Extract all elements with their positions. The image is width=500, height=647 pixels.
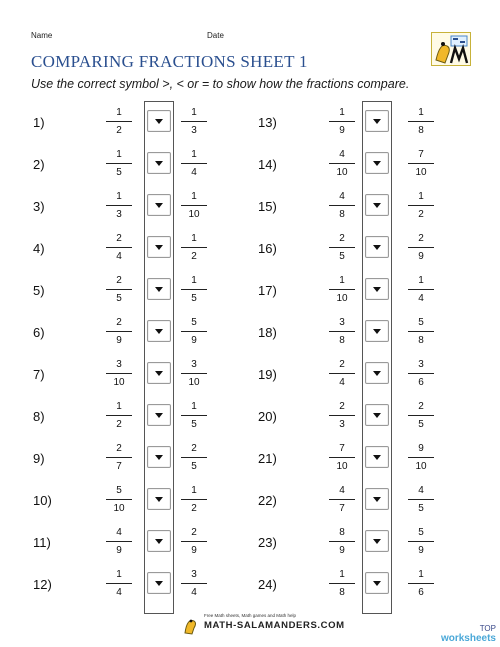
- numerator: 1: [339, 275, 345, 286]
- numerator: 3: [116, 359, 122, 370]
- brand-line1: TOP: [479, 624, 496, 633]
- fraction-left: [106, 442, 132, 473]
- fraction-bar: [106, 541, 132, 542]
- denominator: 8: [418, 125, 424, 136]
- fraction-bar: [106, 163, 132, 164]
- numerator: 2: [116, 317, 122, 328]
- fraction-right: [181, 484, 207, 515]
- problem-row: [250, 269, 500, 311]
- fraction-bar: [329, 247, 355, 248]
- fraction-left: [106, 106, 132, 137]
- problem-row: [0, 227, 250, 269]
- denominator: 5: [339, 251, 345, 262]
- numerator: 3: [339, 317, 345, 328]
- chevron-down-icon: [155, 581, 163, 586]
- comparison-symbol-dropdown[interactable]: [365, 236, 389, 258]
- chevron-down-icon: [155, 245, 163, 250]
- numerator: 7: [339, 443, 345, 454]
- denominator: 8: [339, 335, 345, 346]
- fraction-left: [329, 148, 355, 179]
- problem-row: [0, 353, 250, 395]
- comparison-symbol-dropdown[interactable]: [147, 110, 171, 132]
- fraction-right: [408, 568, 434, 599]
- fraction-bar: [329, 331, 355, 332]
- problem-number: 7): [33, 367, 45, 382]
- fraction-right: [181, 106, 207, 137]
- fraction-bar: [181, 457, 207, 458]
- comparison-symbol-dropdown[interactable]: [147, 488, 171, 510]
- denominator: 5: [191, 461, 197, 472]
- chevron-down-icon: [155, 455, 163, 460]
- comparison-symbol-dropdown[interactable]: [365, 278, 389, 300]
- comparison-symbol-dropdown[interactable]: [147, 530, 171, 552]
- problem-number: 1): [33, 115, 45, 130]
- fraction-right: [408, 400, 434, 431]
- fraction-right: [408, 316, 434, 347]
- fraction-right: [181, 442, 207, 473]
- denominator: 7: [339, 503, 345, 514]
- problem-row: [250, 395, 500, 437]
- fraction-right: [181, 400, 207, 431]
- denominator: 9: [418, 545, 424, 556]
- numerator: 7: [418, 149, 424, 160]
- fraction-right: [181, 148, 207, 179]
- numerator: 1: [191, 149, 197, 160]
- numerator: 9: [418, 443, 424, 454]
- chevron-down-icon: [373, 371, 381, 376]
- problem-row: [0, 185, 250, 227]
- fraction-bar: [408, 373, 434, 374]
- denominator: 3: [116, 209, 122, 220]
- chevron-down-icon: [373, 245, 381, 250]
- fraction-bar: [106, 205, 132, 206]
- denominator: 4: [116, 251, 122, 262]
- comparison-symbol-dropdown[interactable]: [365, 530, 389, 552]
- fraction-left: [329, 274, 355, 305]
- fraction-bar: [106, 373, 132, 374]
- chevron-down-icon: [155, 539, 163, 544]
- problem-number: 8): [33, 409, 45, 424]
- fraction-right: [408, 484, 434, 515]
- numerator: 4: [339, 485, 345, 496]
- comparison-symbol-dropdown[interactable]: [365, 446, 389, 468]
- fraction-bar: [408, 121, 434, 122]
- denominator: 10: [113, 377, 125, 388]
- fraction-left: [106, 190, 132, 221]
- problem-row: [250, 563, 500, 605]
- numerator: 2: [418, 401, 424, 412]
- numerator: 2: [418, 233, 424, 244]
- denominator: 4: [191, 587, 197, 598]
- denominator: 4: [339, 377, 345, 388]
- comparison-symbol-dropdown[interactable]: [147, 278, 171, 300]
- problem-number: 21): [258, 451, 277, 466]
- problem-number: 16): [258, 241, 277, 256]
- comparison-symbol-dropdown[interactable]: [365, 572, 389, 594]
- fraction-left: [329, 358, 355, 389]
- problem-number: 2): [33, 157, 45, 172]
- fraction-right: [181, 358, 207, 389]
- problem-number: 9): [33, 451, 45, 466]
- numerator: 1: [191, 485, 197, 496]
- numerator: 2: [339, 359, 345, 370]
- instructions-text: Use the correct symbol >, < or = to show how the fractions compare.: [31, 77, 410, 91]
- comparison-symbol-dropdown[interactable]: [147, 152, 171, 174]
- fraction-left: [106, 484, 132, 515]
- fraction-bar: [106, 247, 132, 248]
- fraction-bar: [181, 289, 207, 290]
- numerator: 1: [116, 107, 122, 118]
- numerator: 4: [339, 191, 345, 202]
- fraction-right: [181, 190, 207, 221]
- fraction-bar: [408, 499, 434, 500]
- comparison-symbol-dropdown[interactable]: [365, 152, 389, 174]
- denominator: 8: [339, 209, 345, 220]
- numerator: 4: [418, 485, 424, 496]
- fraction-left: [329, 232, 355, 263]
- numerator: 5: [116, 485, 122, 496]
- chevron-down-icon: [373, 161, 381, 166]
- numerator: 1: [418, 107, 424, 118]
- denominator: 2: [191, 503, 197, 514]
- fraction-bar: [329, 415, 355, 416]
- page-title: COMPARING FRACTIONS SHEET 1: [31, 52, 308, 71]
- fraction-bar: [181, 583, 207, 584]
- fraction-bar: [408, 331, 434, 332]
- problem-number: 3): [33, 199, 45, 214]
- numerator: 5: [418, 527, 424, 538]
- chevron-down-icon: [373, 329, 381, 334]
- numerator: 1: [191, 233, 197, 244]
- numerator: 1: [191, 107, 197, 118]
- problem-number: 13): [258, 115, 277, 130]
- fraction-bar: [181, 499, 207, 500]
- comparison-symbol-dropdown[interactable]: [365, 110, 389, 132]
- numerator: 2: [339, 401, 345, 412]
- problem-row: [250, 185, 500, 227]
- numerator: 2: [116, 233, 122, 244]
- problem-row: [0, 521, 250, 563]
- fraction-bar: [329, 457, 355, 458]
- footer-site: MATH-SALAMANDERS.COM: [204, 620, 345, 631]
- chevron-down-icon: [155, 329, 163, 334]
- numerator: 1: [339, 569, 345, 580]
- fraction-left: [106, 526, 132, 557]
- fraction-bar: [329, 121, 355, 122]
- chevron-down-icon: [373, 119, 381, 124]
- fraction-bar: [106, 583, 132, 584]
- comparison-symbol-dropdown[interactable]: [365, 194, 389, 216]
- numerator: 1: [191, 275, 197, 286]
- chevron-down-icon: [155, 371, 163, 376]
- denominator: 2: [191, 251, 197, 262]
- salamander-logo: [431, 32, 471, 66]
- numerator: 3: [191, 569, 197, 580]
- fraction-bar: [329, 373, 355, 374]
- fraction-left: [106, 568, 132, 599]
- denominator: 9: [116, 335, 122, 346]
- fraction-left: [106, 274, 132, 305]
- numerator: 1: [191, 401, 197, 412]
- footer-tagline: Free Math sheets, Math games and Math help: [204, 613, 297, 618]
- problem-number: 5): [33, 283, 45, 298]
- fraction-bar: [408, 247, 434, 248]
- fraction-bar: [408, 205, 434, 206]
- chevron-down-icon: [373, 287, 381, 292]
- denominator: 8: [418, 335, 424, 346]
- problem-number: 19): [258, 367, 277, 382]
- numerator: 1: [116, 149, 122, 160]
- fraction-right: [408, 358, 434, 389]
- numerator: 1: [116, 401, 122, 412]
- fraction-bar: [408, 541, 434, 542]
- fraction-bar: [408, 457, 434, 458]
- numerator: 1: [116, 569, 122, 580]
- denominator: 5: [418, 503, 424, 514]
- fraction-bar: [181, 121, 207, 122]
- numerator: 3: [418, 359, 424, 370]
- fraction-bar: [106, 289, 132, 290]
- brand-line2: worksheets: [440, 633, 496, 644]
- fraction-bar: [181, 373, 207, 374]
- fraction-bar: [329, 541, 355, 542]
- fraction-left: [329, 316, 355, 347]
- denominator: 10: [336, 167, 348, 178]
- problem-row: [250, 521, 500, 563]
- numerator: 2: [116, 443, 122, 454]
- problem-number: 4): [33, 241, 45, 256]
- fraction-left: [329, 442, 355, 473]
- numerator: 4: [339, 149, 345, 160]
- brand-mark: [441, 624, 496, 644]
- name-label: Name: [31, 31, 53, 40]
- denominator: 5: [418, 419, 424, 430]
- fraction-left: [106, 400, 132, 431]
- problem-row: [250, 311, 500, 353]
- fraction-bar: [181, 247, 207, 248]
- chevron-down-icon: [155, 413, 163, 418]
- denominator: 2: [116, 125, 122, 136]
- problem-number: 11): [33, 535, 51, 550]
- denominator: 8: [339, 587, 345, 598]
- fraction-right: [408, 190, 434, 221]
- denominator: 9: [116, 545, 122, 556]
- chevron-down-icon: [373, 203, 381, 208]
- date-label: Date: [207, 31, 224, 40]
- numerator: 3: [191, 359, 197, 370]
- problem-number: 24): [258, 577, 277, 592]
- denominator: 5: [191, 293, 197, 304]
- numerator: 2: [191, 527, 197, 538]
- problem-row: [0, 563, 250, 605]
- fraction-right: [408, 232, 434, 263]
- comparison-symbol-dropdown[interactable]: [365, 404, 389, 426]
- chevron-down-icon: [155, 497, 163, 502]
- denominator: 9: [191, 335, 197, 346]
- denominator: 6: [418, 377, 424, 388]
- comparison-symbol-dropdown[interactable]: [365, 362, 389, 384]
- fraction-left: [106, 358, 132, 389]
- numerator: 1: [418, 191, 424, 202]
- numerator: 5: [191, 317, 197, 328]
- denominator: 2: [116, 419, 122, 430]
- chevron-down-icon: [373, 413, 381, 418]
- numerator: 2: [339, 233, 345, 244]
- fraction-bar: [408, 415, 434, 416]
- fraction-left: [106, 148, 132, 179]
- fraction-bar: [408, 289, 434, 290]
- denominator: 9: [191, 545, 197, 556]
- denominator: 5: [116, 293, 122, 304]
- problem-row: [250, 101, 500, 143]
- comparison-symbol-dropdown[interactable]: [147, 236, 171, 258]
- problem-row: [250, 437, 500, 479]
- numerator: 2: [191, 443, 197, 454]
- comparison-symbol-dropdown[interactable]: [147, 320, 171, 342]
- problem-row: [0, 101, 250, 143]
- numerator: 4: [116, 527, 122, 538]
- chevron-down-icon: [155, 287, 163, 292]
- chevron-down-icon: [373, 497, 381, 502]
- fraction-right: [181, 568, 207, 599]
- denominator: 3: [339, 419, 345, 430]
- comparison-symbol-dropdown[interactable]: [147, 446, 171, 468]
- fraction-right: [181, 316, 207, 347]
- comparison-symbol-dropdown[interactable]: [365, 488, 389, 510]
- comparison-symbol-dropdown[interactable]: [365, 320, 389, 342]
- numerator: 1: [418, 569, 424, 580]
- problem-row: [0, 269, 250, 311]
- denominator: 10: [188, 377, 200, 388]
- fraction-bar: [329, 583, 355, 584]
- denominator: 9: [339, 545, 345, 556]
- fraction-bar: [181, 415, 207, 416]
- comparison-symbol-dropdown[interactable]: [147, 572, 171, 594]
- denominator: 10: [336, 461, 348, 472]
- fraction-left: [329, 106, 355, 137]
- problem-number: 15): [258, 199, 277, 214]
- fraction-left: [329, 526, 355, 557]
- fraction-bar: [106, 415, 132, 416]
- denominator: 10: [188, 209, 200, 220]
- problem-number: 6): [33, 325, 45, 340]
- problem-number: 14): [258, 157, 277, 172]
- fraction-left: [106, 232, 132, 263]
- problem-row: [0, 479, 250, 521]
- numerator: 8: [339, 527, 345, 538]
- problem-row: [0, 311, 250, 353]
- fraction-bar: [329, 163, 355, 164]
- fraction-right: [408, 526, 434, 557]
- fraction-bar: [106, 457, 132, 458]
- problem-number: 23): [258, 535, 277, 550]
- problem-row: [250, 227, 500, 269]
- fraction-right: [181, 526, 207, 557]
- fraction-right: [181, 274, 207, 305]
- denominator: 6: [418, 587, 424, 598]
- problem-row: [250, 353, 500, 395]
- denominator: 10: [415, 167, 427, 178]
- denominator: 10: [415, 461, 427, 472]
- fraction-bar: [181, 205, 207, 206]
- fraction-left: [329, 568, 355, 599]
- fraction-right: [181, 232, 207, 263]
- denominator: 5: [116, 167, 122, 178]
- denominator: 2: [418, 209, 424, 220]
- fraction-bar: [408, 583, 434, 584]
- fraction-bar: [329, 205, 355, 206]
- denominator: 4: [418, 293, 424, 304]
- numerator: 1: [418, 275, 424, 286]
- denominator: 4: [191, 167, 197, 178]
- numerator: 2: [116, 275, 122, 286]
- numerator: 1: [339, 107, 345, 118]
- fraction-left: [329, 190, 355, 221]
- numerator: 1: [116, 191, 122, 202]
- chevron-down-icon: [155, 161, 163, 166]
- problem-number: 18): [258, 325, 277, 340]
- fraction-left: [329, 400, 355, 431]
- problem-row: [250, 479, 500, 521]
- fraction-bar: [106, 121, 132, 122]
- chevron-down-icon: [373, 455, 381, 460]
- comparison-symbol-dropdown[interactable]: [147, 194, 171, 216]
- problem-number: 22): [258, 493, 277, 508]
- problem-number: 10): [33, 493, 52, 508]
- fraction-right: [408, 442, 434, 473]
- comparison-symbol-dropdown[interactable]: [147, 362, 171, 384]
- denominator: 3: [191, 125, 197, 136]
- fraction-bar: [329, 499, 355, 500]
- numerator: 1: [191, 191, 197, 202]
- fraction-left: [106, 316, 132, 347]
- denominator: 7: [116, 461, 122, 472]
- problem-number: 12): [33, 577, 52, 592]
- problem-row: [0, 143, 250, 185]
- problem-number: 20): [258, 409, 277, 424]
- fraction-right: [408, 274, 434, 305]
- problem-row: [250, 143, 500, 185]
- problem-row: [0, 437, 250, 479]
- numerator: 5: [418, 317, 424, 328]
- chevron-down-icon: [155, 119, 163, 124]
- fraction-right: [408, 148, 434, 179]
- denominator: 4: [116, 587, 122, 598]
- fraction-bar: [106, 499, 132, 500]
- chevron-down-icon: [155, 203, 163, 208]
- denominator: 5: [191, 419, 197, 430]
- problem-row: [0, 395, 250, 437]
- chevron-down-icon: [373, 581, 381, 586]
- problem-number: 17): [258, 283, 277, 298]
- denominator: 10: [336, 293, 348, 304]
- denominator: 9: [339, 125, 345, 136]
- fraction-bar: [329, 289, 355, 290]
- denominator: 10: [113, 503, 125, 514]
- comparison-symbol-dropdown[interactable]: [147, 404, 171, 426]
- fraction-left: [329, 484, 355, 515]
- chevron-down-icon: [373, 539, 381, 544]
- fraction-bar: [181, 541, 207, 542]
- denominator: 9: [418, 251, 424, 262]
- fraction-right: [408, 106, 434, 137]
- fraction-bar: [408, 163, 434, 164]
- math-salamanders-footer-logo: [182, 612, 345, 636]
- fraction-bar: [181, 163, 207, 164]
- fraction-bar: [181, 331, 207, 332]
- fraction-bar: [106, 331, 132, 332]
